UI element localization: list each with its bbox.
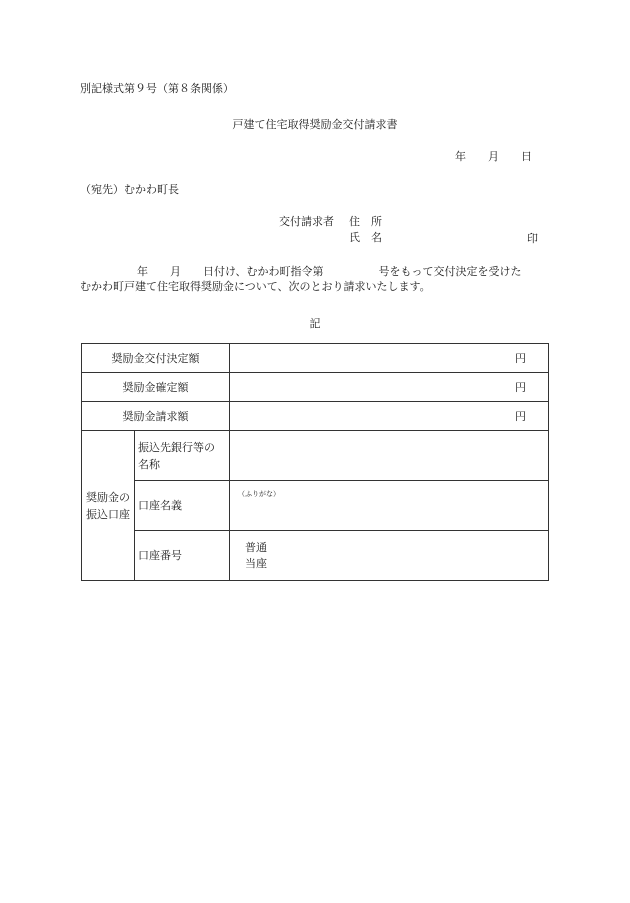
date-line xyxy=(455,148,532,164)
furigana-note: （ふりがな） xyxy=(238,490,280,498)
request-body xyxy=(80,264,550,294)
bank-name-label: 振込先銀行等の 名称 xyxy=(135,431,230,481)
decided-amount-label: 奨励金交付決定額 xyxy=(82,344,230,373)
table-row xyxy=(82,431,549,481)
account-group-label: 奨励金の 振込口座 xyxy=(82,431,135,581)
account-type-ordinary[interactable]: 普通 xyxy=(245,540,267,554)
table-row xyxy=(82,344,549,373)
request-body-line1: 年 月 日付け、むかわ町指令第 号をもって交付決定を受けた xyxy=(137,265,522,278)
bank-name-field[interactable] xyxy=(230,431,549,481)
account-number-label: 口座番号 xyxy=(135,531,230,581)
request-body-line2: むかわ町戸建て住宅取得奨励金について、次のとおり請求いたします。 xyxy=(80,280,431,293)
account-type-current[interactable]: 当座 xyxy=(245,556,267,570)
grant-request-table xyxy=(81,343,549,581)
table-row xyxy=(82,373,549,402)
confirmed-amount-label: 奨励金確定額 xyxy=(82,373,230,402)
table-row xyxy=(82,481,549,531)
decided-amount-value[interactable]: 円 xyxy=(230,344,549,373)
date-month: 月 xyxy=(488,150,499,163)
requested-amount-value[interactable]: 円 xyxy=(230,402,549,431)
document-title: 戸建て住宅取得奨励金交付請求書 xyxy=(232,118,398,131)
addressee: （宛先）むかわ町長 xyxy=(80,183,179,196)
applicant-block xyxy=(279,214,382,246)
confirmed-amount-value[interactable]: 円 xyxy=(230,373,549,402)
address-label: 住 所 xyxy=(349,215,382,228)
form-number: 別記様式第９号（第８条関係） xyxy=(80,82,234,95)
name-label: 氏 名 xyxy=(349,231,382,244)
seal-mark: 印 xyxy=(527,232,538,245)
account-holder-field[interactable] xyxy=(230,481,549,531)
ki-heading: 記 xyxy=(309,317,321,330)
applicant-role-label: 交付請求者 xyxy=(279,215,334,228)
date-year: 年 xyxy=(455,150,466,163)
requested-amount-label: 奨励金請求額 xyxy=(82,402,230,431)
account-number-field[interactable] xyxy=(230,531,549,581)
table-row xyxy=(82,531,549,581)
date-day: 日 xyxy=(521,150,532,163)
table-row xyxy=(82,402,549,431)
account-holder-label: 口座名義 xyxy=(135,481,230,531)
